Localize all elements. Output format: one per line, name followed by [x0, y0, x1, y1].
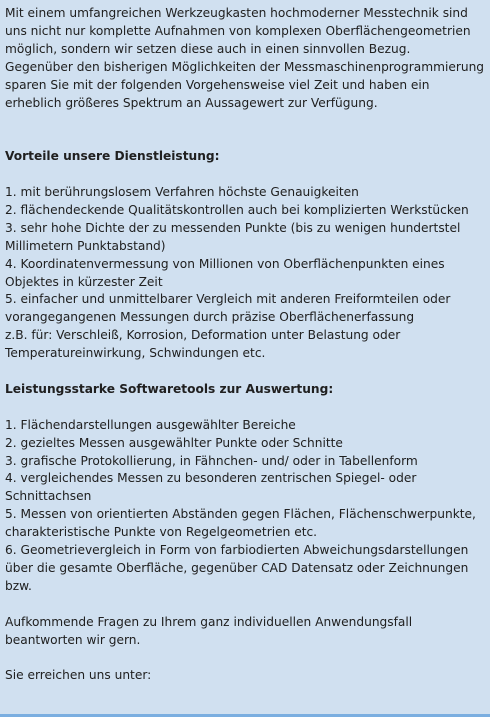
spacer [5, 166, 490, 184]
list-line: 5. Messen von orientierten Abständen gegen Flächen, Flächenschwerpunkte, [5, 507, 476, 522]
intro-line: uns nicht nur komplette Aufnahmen von komplexen Oberflächengeometrien [5, 23, 471, 38]
intro-line: sparen Sie mit der folgenden Vorgehensweise viel Zeit und haben ein [5, 77, 430, 92]
list-line: 4. vergleichendes Messen zu besonderen zentrischen Spiegel- oder [5, 471, 417, 486]
section-heading-advantages: Vorteile unsere Dienstleistung: [5, 149, 220, 164]
advantages-list [5, 184, 490, 363]
list-line: charakteristische Punkte von Regelgeometrien etc. [5, 525, 318, 540]
outro-line: beantworten wir gern. [5, 632, 141, 647]
outro-paragraph [5, 614, 490, 650]
intro-line: erheblich größeres Spektrum an Aussagewert zur Verfügung. [5, 95, 378, 110]
list-line: 4. Koordinatenvermessung von Millionen von Oberflächenpunkten eines [5, 256, 445, 271]
spacer [5, 596, 490, 614]
list-line: z.B. für: Verschleiß, Korrosion, Deformation unter Belastung oder [5, 328, 401, 343]
page-content [5, 5, 490, 685]
list-line: Objektes in kürzester Zeit [5, 274, 163, 289]
outro-line: Aufkommende Fragen zu Ihrem ganz individuellen Anwendungsfall [5, 614, 413, 629]
list-line: 2. gezieltes Messen ausgewählter Punkte oder Schnitte [5, 435, 343, 450]
spacer [5, 399, 490, 417]
spacer [5, 130, 490, 148]
list-line: vorangegangenen Messungen durch präzise Oberflächenerfassung [5, 310, 415, 325]
list-line: 1. Flächendarstellungen ausgewählter Bereiche [5, 417, 296, 432]
list-line: 3. sehr hohe Dichte der zu messenden Punkte (bis zu wenigen hundertstel [5, 220, 461, 235]
list-line: 5. einfacher und unmittelbarer Vergleich mit anderen Freiformteilen oder [5, 292, 451, 307]
spacer [5, 112, 490, 130]
software-tools-list [5, 417, 490, 596]
intro-line: möglich, sondern wir setzen diese auch in einen sinnvollen Bezug. [5, 41, 411, 56]
list-line: 6. Geometrievergleich in Form von farbiodierten Abweichungsdarstellungen [5, 543, 469, 558]
list-line: Schnittachsen [5, 489, 92, 504]
list-line: 1. mit berührungslosem Verfahren höchste Genauigkeiten [5, 185, 359, 200]
intro-paragraph [5, 5, 490, 112]
section-heading-software-tools: Leistungsstarke Softwaretools zur Auswertung: [5, 381, 334, 396]
list-line: Millimetern Punktabstand) [5, 238, 166, 253]
list-line: Temperatureinwirkung, Schwindungen etc. [5, 346, 266, 361]
list-line: 2. flächendeckende Qualitätskontrollen auch bei komplizierten Werkstücken [5, 202, 469, 217]
spacer [5, 363, 490, 381]
list-line: 3. grafische Protokollierung, in Fähnchen- und/ oder in Tabellenform [5, 453, 418, 468]
intro-line: Gegenüber den bisherigen Möglichkeiten der Messmaschinenprogrammierung [5, 59, 485, 74]
list-line: bzw. [5, 578, 32, 593]
contact-intro: Sie erreichen uns unter: [5, 668, 152, 683]
intro-line: Mit einem umfangreichen Werkzeugkasten hochmoderner Messtechnik sind [5, 6, 468, 20]
list-line: über die gesamte Oberfläche, gegenüber CAD Datensatz oder Zeichnungen [5, 561, 469, 576]
spacer [5, 650, 490, 668]
